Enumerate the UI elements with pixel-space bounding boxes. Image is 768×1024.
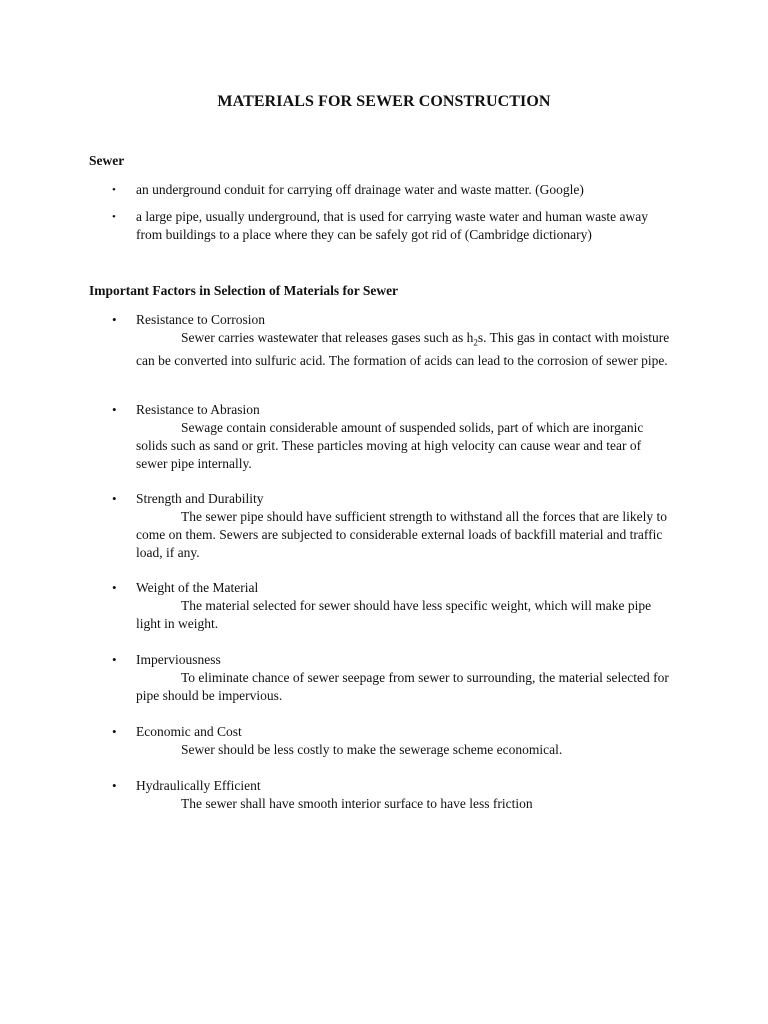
factor-item [112, 777, 672, 813]
factor-name: Economic and Cost [136, 724, 242, 739]
definition-text: a large pipe, usually underground, that is used for carrying waste water and human waste away from buildings to a place where they can be safely got rid of (Cambridge dictionary) [136, 209, 648, 242]
factor-name: Imperviousness [136, 652, 221, 667]
factors-heading: Important Factors in Selection of Materials for Sewer [89, 283, 399, 298]
factor-description: The sewer shall have smooth interior surface to have less friction [181, 796, 533, 811]
definition-item [112, 181, 672, 199]
definition-list [112, 181, 672, 253]
factor-name: Resistance to Corrosion [136, 312, 265, 327]
factor-name: Weight of the Material [136, 580, 259, 595]
sewer-heading: Sewer [89, 153, 125, 168]
factor-description-part: s. This gas in contact with moisture can be converted into sulfuric acid. The formation of acids can lead to the corrosion of sewer pipe. [136, 330, 670, 368]
factor-description: Sewage contain considerable amount of suspended solids, part of which are inorganic solids such as sand or grit. These particles moving at high velocity can cause wear and tear of sewer pipe internally. [136, 420, 644, 471]
factor-item [112, 723, 672, 759]
factor-description: Sewer should be less costly to make the sewerage scheme economical. [181, 742, 563, 757]
factor-description: To eliminate chance of sewer seepage from sewer to surrounding, the material selected for pipe should be impervious. [136, 670, 669, 703]
factor-description: The sewer pipe should have sufficient strength to withstand all the forces that are likely to come on them. Sewers are subjected to considerable external loads of backfill material and traffic load, if any. [136, 509, 667, 560]
document-title: MATERIALS FOR SEWER CONSTRUCTION [217, 93, 551, 110]
factor-item [112, 401, 672, 473]
bullet-icon: • [112, 778, 117, 793]
factor-description [112, 329, 672, 370]
subscript-digit: 2 [473, 337, 478, 348]
factor-description-part: Sewer carries wastewater that releases gases such as h [181, 330, 474, 345]
definition-item [112, 208, 672, 244]
factor-name: Resistance to Abrasion [136, 402, 260, 417]
factor-item [112, 490, 672, 562]
bullet-icon: • [112, 402, 117, 417]
bullet-icon: • [112, 652, 117, 667]
bullet-icon: • [112, 724, 117, 739]
factor-item [112, 311, 672, 370]
factor-description: The material selected for sewer should have less specific weight, which will make pipe light in weight. [136, 598, 652, 631]
factor-item [112, 579, 672, 633]
factor-item [112, 651, 672, 705]
bullet-icon: • [112, 580, 117, 595]
bullet-icon: • [112, 211, 116, 223]
bullet-icon: • [112, 491, 117, 506]
factor-name: Strength and Durability [136, 491, 264, 506]
factor-name: Hydraulically Efficient [136, 778, 261, 793]
bullet-icon: • [112, 312, 117, 327]
bullet-icon: • [112, 184, 116, 196]
definition-text: an underground conduit for carrying off drainage water and waste matter. (Google) [136, 182, 584, 197]
